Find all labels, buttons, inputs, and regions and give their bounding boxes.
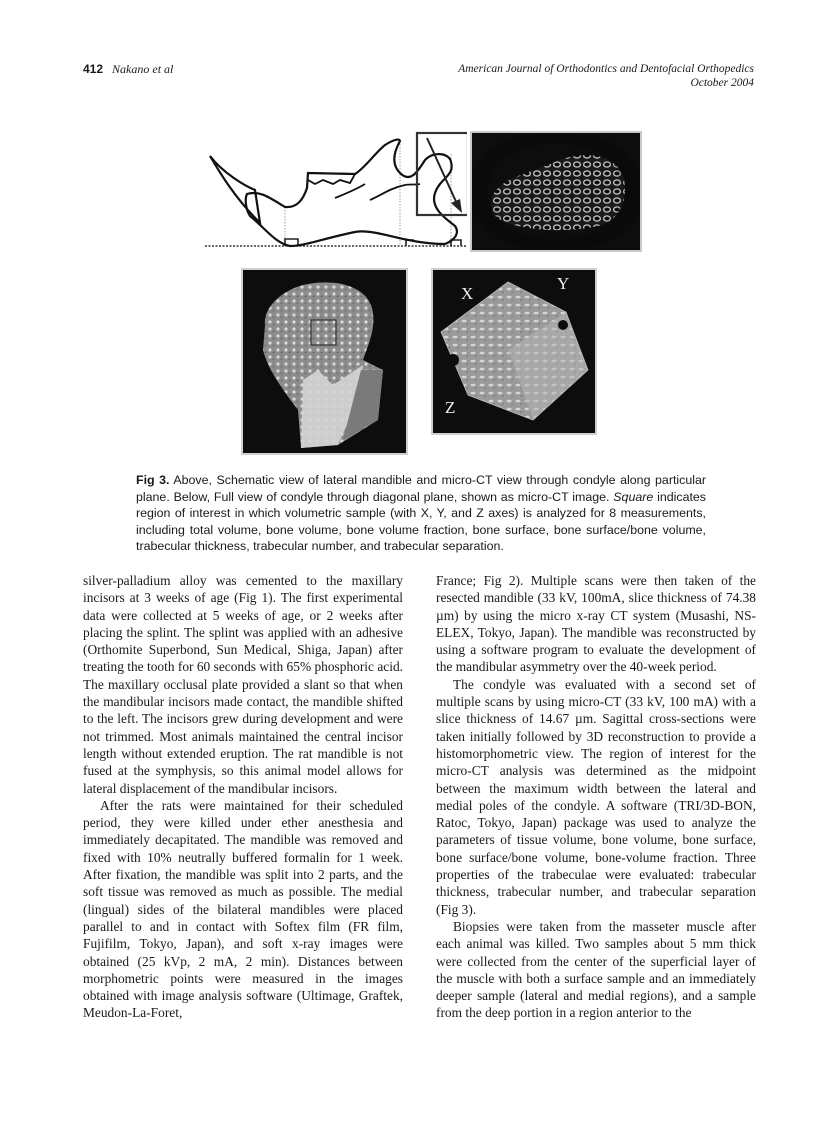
paragraph: After the rats were maintained for their scheduled period, they were killed under ether anesthesia and immediately decapitated. The mandible was removed and fixed with 10% neutrally buffered formalin for 1 week. After fixation, the mandible was split into 2 parts, and the soft tissue was removed as much as possible. The medial (lingual) sides of the bilateral mandibles were placed parallel to and in contact with Softex film (FR film, Fujifilm, Tokyo, Japan), and soft x-ray images were obtained (25 kVp, 2 mA, 2 min). Distances between morphometric points were measured in the images obtained with image analysis software (Ultimage, Graftek, Meudon-La-Foret, xyxy=(83,797,403,1021)
micro-ct-full-condyle-image xyxy=(241,268,408,455)
trabecular-network-image xyxy=(472,133,640,250)
paragraph: The condyle was evaluated with a second set of multiple scans by using micro-CT (33 kV, 100 mA) with a slice thickness of 14.67 µm. Sagittal cross-sections were taken initially followed by 3D reconstruction to provide a histomorphometric view. The region of interest for the micro-CT analysis was determined as the midpoint between the maximum width between the lateral and medial poles of the condyle. A software (TRI/3D-BON, Ratoc, Tokyo, Japan) package was used to analyze the parameters of tissue volume, bone volume, bone surface, bone surface/bone volume, bone-volume fraction. Three properties of the trabeculae were evaluated: trabecular thickness, trabecular number, and trabecular separation (Fig 3). xyxy=(436,676,756,917)
body-column-left xyxy=(83,572,403,1022)
running-header-left xyxy=(83,62,173,77)
running-header-right xyxy=(458,62,754,90)
figure-label: Fig 3. xyxy=(136,473,170,487)
y-axis-label: Y xyxy=(557,274,570,293)
caption-text-part2: indicates region of interest in which volumetric sample (with X, Y, and Z axes) is analyzed for 8 measurements, including total volume, bone volume, bone volume fraction, bone surface, bone surface/bone volume, trabecular thickness, trabecular number, and trabecular separation. xyxy=(136,489,706,554)
figure-caption xyxy=(136,472,706,555)
micro-ct-volumetric-sample-image xyxy=(431,268,597,435)
journal-title: American Journal of Orthodontics and Dentofacial Orthopedics xyxy=(458,63,754,75)
x-axis-label: X xyxy=(461,284,474,303)
author-running-head: Nakano et al xyxy=(112,62,174,76)
issue-date: October 2004 xyxy=(690,77,754,89)
caption-italic-term: Square xyxy=(613,489,654,504)
caption-text-part1: Above, Schematic view of lateral mandible and micro-CT view through condyle along particular plane. Below, Full view of condyle through diagonal plane, shown as micro-CT image. xyxy=(136,473,706,504)
page-number: 412 xyxy=(83,62,104,76)
condyle-3d-render xyxy=(243,270,406,453)
paragraph: Biopsies were taken from the masseter muscle after each animal was killed. Two samples about 5 mm thick were collected from the center of the superficial layer of the muscle with both a surface sample and an immediately deeper sample (lateral and medial regions), and a sample from the deep portion in a region anterior to the xyxy=(436,918,756,1021)
body-column-right xyxy=(436,572,756,1022)
z-axis-label: Z xyxy=(445,398,456,417)
volumetric-cube-render xyxy=(433,270,595,433)
mandible-schematic-figure xyxy=(205,128,467,252)
paragraph: silver-palladium alloy was cemented to the maxillary incisors at 3 weeks of age (Fig 1). The first experimental data were collected at 5 weeks of age, or 2 weeks after placing the splint. The splint was applied with an adhesive (Orthomite Superbond, Sun Medical, Shiga, Japan) after treating the tooth for 60 seconds with 65% phosphoric acid. The maxillary occlusal plate provided a slant so that when the mandibular incisors made contact, the mandible shifted to the left. The incisors grew during development and were not trimmed. Most animals maintained the central incisor length without extended eruption. The rat mandible is not fused at the symphysis, so this animal model allows for lateral displacement of the mandibular incisors. xyxy=(83,573,403,796)
mandible-outline-diagram xyxy=(205,128,467,252)
paragraph: France; Fig 2). Multiple scans were then taken of the resected mandible (33 kV, 100mA, slice thickness of 74.38 µm) by using the micro x-ray CT system (Musashi, NS-ELEX, Tokyo, Japan). The mandible was reconstructed by using a software program to evaluate the development of the mandibular asymmetry over the 40-week period. xyxy=(436,573,756,675)
micro-ct-condyle-section-image xyxy=(470,131,642,252)
